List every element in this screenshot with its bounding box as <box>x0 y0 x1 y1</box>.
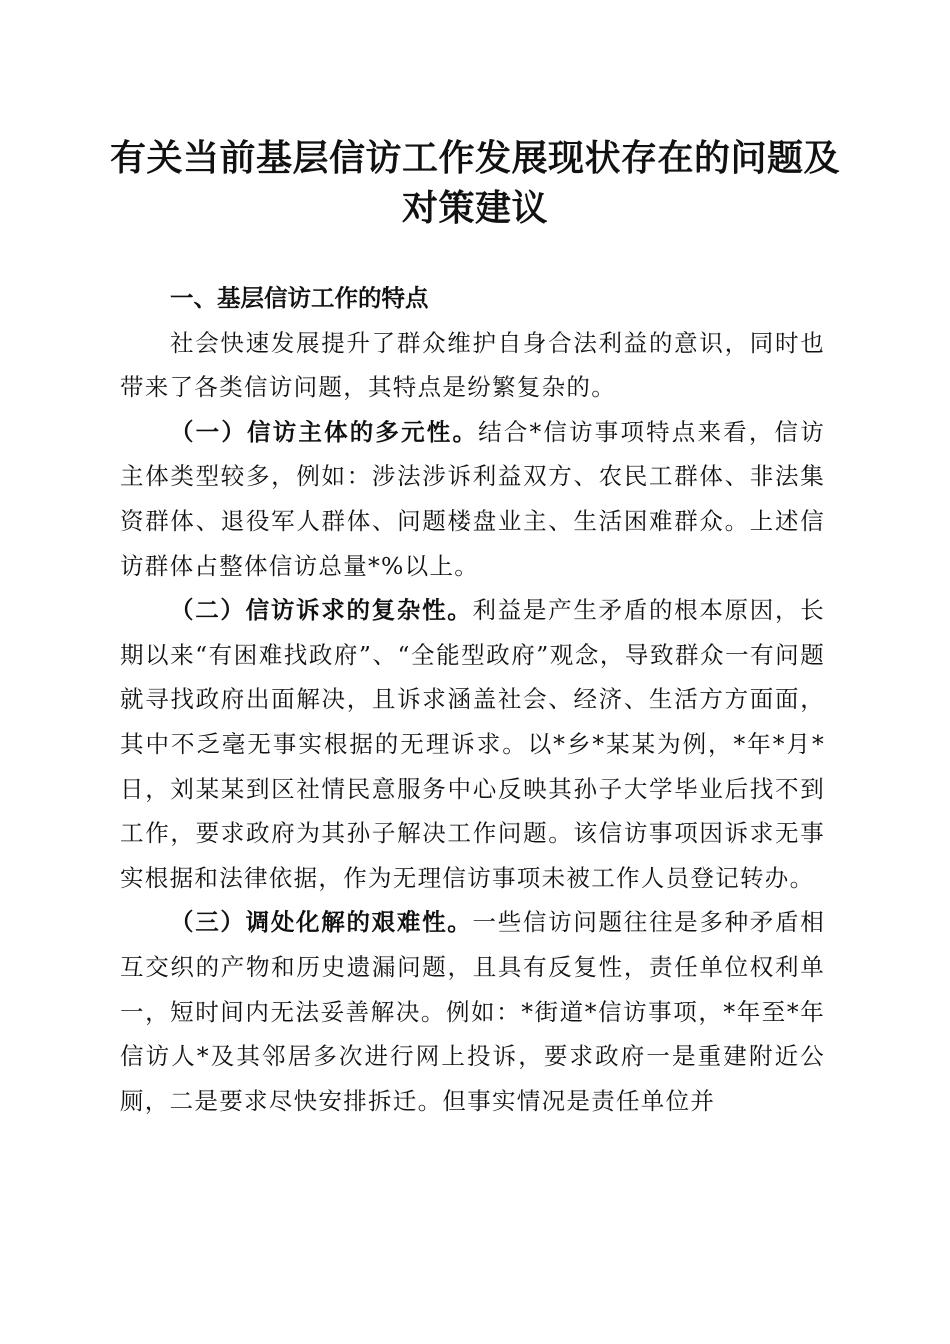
point-1-paragraph <box>120 410 825 588</box>
point-1-lead: （一）信访主体的多元性。 <box>170 417 479 446</box>
point-2-lead: （二）信访诉求的复杂性。 <box>170 596 473 625</box>
point-3-text: 一些信访问题往往是多种矛盾相互交织的产物和历史遗漏问题，且具有反复性，责任单位权利单一，短时间内无法妥善解决。例如：*街道*信访事项，*年至*年信访人*及其邻居多次进行网上投诉，要求政府一是重建附近公厕，二是要求尽快安排拆迁。但事实情况是责任单位并 <box>120 908 825 1115</box>
intro-paragraph: 社会快速发展提升了群众维护自身合法利益的意识，同时也带来了各类信访问题，其特点是纷繁复杂的。 <box>120 328 825 402</box>
document-body <box>120 276 825 1123</box>
section-heading: 一、基层信访工作的特点 <box>170 284 429 312</box>
document-title: 有关当前基层信访工作发展现状存在的问题及对策建议 <box>110 137 841 229</box>
point-1-text: 结合*信访事项特点来看，信访主体类型较多，例如：涉法涉诉利益双方、农民工群体、非法集资群体、退役军人群体、问题楼盘业主、生活困难群众。上述信访群体占整体信访总量*%以上。 <box>120 417 825 580</box>
point-3-paragraph <box>120 900 825 1123</box>
point-3-lead: （三）调处化解的艰难性。 <box>170 908 473 937</box>
point-2-text: 利益是产生矛盾的根本原因，长期以来“有困难找政府”、“全能型政府”观念，导致群众一有问题就寻找政府出面解决，且诉求涵盖社会、经济、生活方方面面，其中不乏毫无事实根据的无理诉求。以*乡*某某为例，*年*月*日，刘某某到区社情民意服务中心反映其孙子大学毕业后找不到工作，要求政府为其孙子解决工作问题。该信访事项因诉求无事实根据和法律依据，作为无理信访事项未被工作人员登记转办。 <box>120 596 825 892</box>
point-2-paragraph <box>120 588 825 900</box>
